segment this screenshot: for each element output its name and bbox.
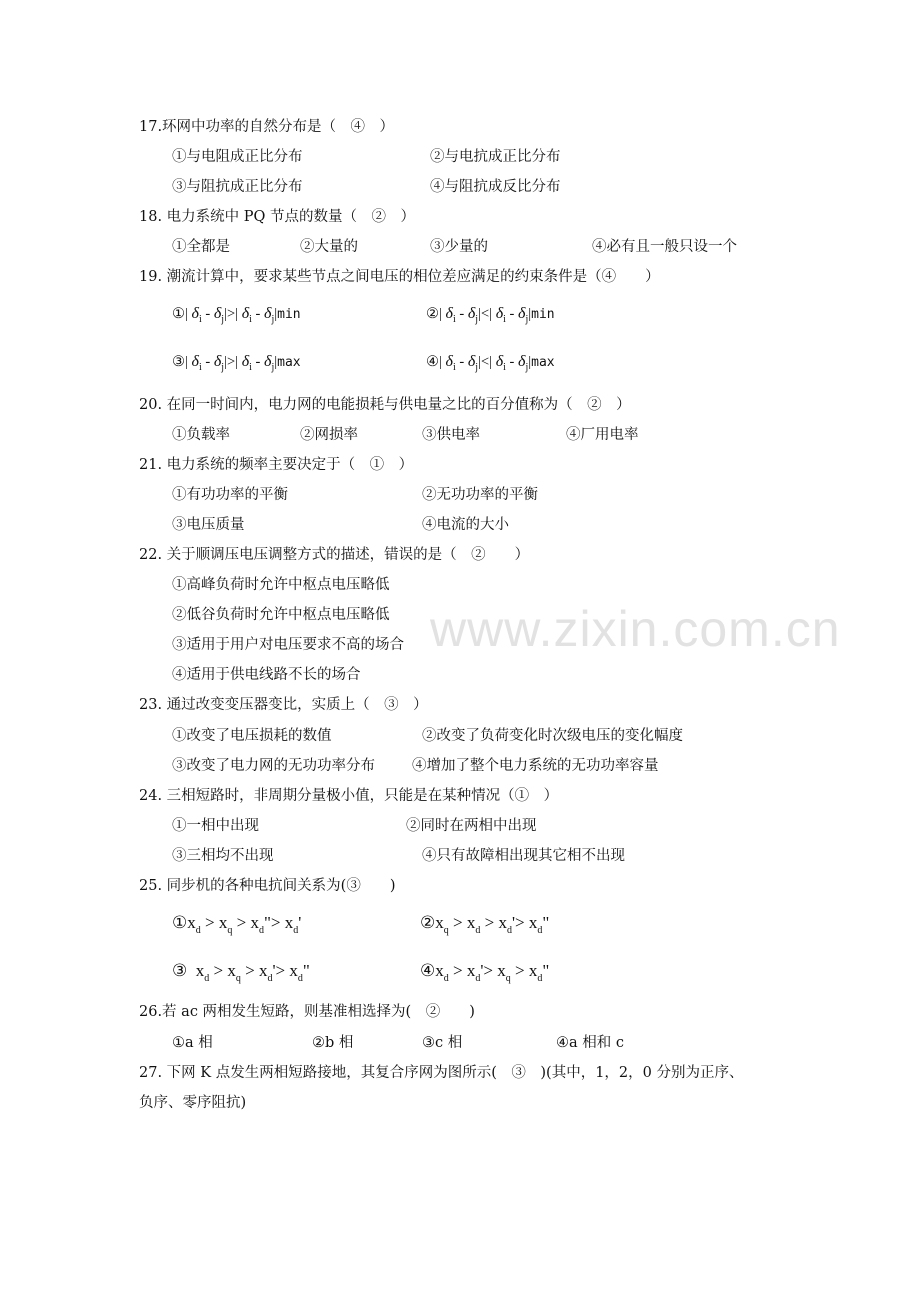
question-23-option-1: ①改变了电压损耗的数值 [172, 728, 332, 744]
question-23-option-3: ③改变了电力网的无功功率分布 [172, 758, 375, 774]
question-22-option-4: ④适用于供电线路不长的场合 [172, 667, 361, 683]
question-21-stem: 21. 电力系统的频率主要决定于（ ① ） [139, 457, 414, 473]
question-24-option-2: ②同时在两相中出现 [406, 818, 537, 834]
question-25-option-3: ③ $x_d > x_q > x_d'> x_d$" [172, 961, 310, 984]
question-19-stem: 19. 潮流计算中，要求某些节点之间电压的相位差应满足的约束条件是（④ ） [139, 269, 660, 285]
question-21-option-1: ①有功功率的平衡 [172, 487, 288, 503]
question-22-option-3: ③适用于用户对电压要求不高的场合 [172, 637, 404, 653]
question-21-option-4: ④电流的大小 [422, 517, 509, 533]
watermark: www.zixin.com.cn [430, 601, 841, 657]
question-25-option-2: $②x_q > x_d > x_d'> x_d$" [420, 913, 550, 936]
question-23-stem: 23. 通过改变变压器变比，实质上（ ③ ） [139, 697, 428, 713]
question-26-option-4: ④a 相和 c [556, 1035, 624, 1051]
question-26-stem: 26.若 ac 两相发生短路，则基准相选择为( ② ) [139, 1004, 475, 1020]
question-17-option-4: ④与阻抗成反比分布 [430, 179, 561, 195]
question-19-option-2: ②| $\delta_i - \delta_j|<|$ $\delta_i - \delta_j|\min$ [426, 305, 555, 325]
question-20-option-2: ②网损率 [300, 427, 358, 443]
question-22-option-1: ①高峰负荷时允许中枢点电压略低 [172, 577, 390, 593]
question-18-option-4: ④必有且一般只设一个 [592, 239, 737, 255]
question-24-option-4: ④只有故障相出现其它相不出现 [422, 848, 625, 864]
question-19-option-4: ④| $\delta_i - \delta_j|<|$ $\delta_i - \delta_j|\max$ [426, 353, 555, 373]
question-17-option-2: ②与电抗成正比分布 [430, 149, 561, 165]
question-20-stem: 20. 在同一时间内，电力网的电能损耗与供电量之比的百分值称为（ ② ） [139, 397, 631, 413]
question-19-option-1: ①| $\delta_i - \delta_j|>|$ $\delta_i - \delta_j|\min$ [172, 305, 301, 325]
question-25-option-1: $①x_d > x_q$ > $x_d"> x_d'$ [172, 913, 302, 936]
question-22-option-2: ②低谷负荷时允许中枢点电压略低 [172, 607, 390, 623]
question-24-stem: 24. 三相短路时，非周期分量极小值，只能是在某种情况（① ） [139, 788, 559, 804]
question-18-stem: 18. 电力系统中 PQ 节点的数量（ ② ） [139, 209, 416, 225]
question-18-option-3: ③少量的 [430, 239, 488, 255]
question-18-option-1: ①全都是 [172, 239, 230, 255]
question-26-option-1: ①a 相 [172, 1035, 213, 1051]
question-21-option-2: ②无功功率的平衡 [422, 487, 538, 503]
question-20-option-3: ③供电率 [422, 427, 480, 443]
question-27-line-1: 27. 下网 K 点发生两相短路接地，其复合序网为图所示( ③ )(其中，1，2，0 分别为正序、 [139, 1065, 744, 1081]
question-18-option-2: ②大量的 [300, 239, 358, 255]
question-17-option-1: ①与电阻成正比分布 [172, 149, 303, 165]
question-24-option-3: ③三相均不出现 [172, 848, 274, 864]
question-20-option-4: ④厂用电率 [566, 427, 639, 443]
question-17-stem: 17.环网中功率的自然分布是（ ④ ） [139, 119, 395, 135]
question-24-option-1: ①一相中出现 [172, 818, 259, 834]
question-25-option-4: $④x_d > x_d'> x_q > x_d$" [420, 961, 550, 984]
question-19-option-3: ③| $\delta_i - \delta_j|>|$ $\delta_i - \delta_j|\max$ [172, 353, 301, 373]
question-26-option-2: ②b 相 [312, 1035, 354, 1051]
question-23-option-4: ④增加了整个电力系统的无功功率容量 [412, 758, 659, 774]
question-20-option-1: ①负载率 [172, 427, 230, 443]
question-27-line-2: 负序、零序阻抗) [139, 1095, 247, 1111]
question-21-option-3: ③电压质量 [172, 517, 245, 533]
question-23-option-2: ②改变了负荷变化时次级电压的变化幅度 [422, 728, 683, 744]
question-25-stem: 25. 同步机的各种电抗间关系为(③ ) [139, 878, 396, 894]
question-17-option-3: ③与阻抗成正比分布 [172, 179, 303, 195]
question-22-stem: 22. 关于顺调压电压调整方式的描述，错误的是（ ② ） [139, 547, 530, 563]
question-26-option-3: ③c 相 [422, 1035, 463, 1051]
